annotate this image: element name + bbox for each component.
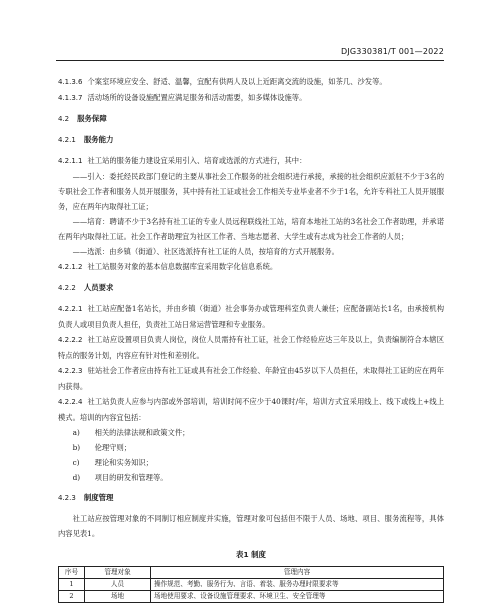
system-table: [58, 566, 444, 603]
clause-number: 4.1.3.7: [58, 94, 83, 102]
training-item-c: [58, 455, 444, 470]
table-header-row: [59, 567, 444, 579]
table-row: [59, 579, 444, 591]
heading-title: 人员要求: [83, 283, 114, 292]
clause-number: 4.2.2.1: [58, 305, 83, 313]
clause-4-2-2-1: [58, 301, 444, 332]
clause-number: 4.2.2.3: [58, 367, 83, 375]
table-cell: 场地: [85, 591, 151, 603]
clause-4-2-2-3: [58, 363, 444, 394]
clause-4-2-1-1: [58, 153, 444, 169]
training-item-a: [58, 425, 444, 440]
table-row: [59, 591, 444, 603]
training-item-d: [58, 470, 444, 485]
training-item-b: [58, 440, 444, 455]
list-marker: c): [72, 458, 80, 467]
clause-text: 社工站应设置项目负责人岗位，岗位人员需持有社工证，社会工作经验应达三年及以上，负责编制符合本辖区特点的服务计划，内容应有针对性和差别化。: [58, 335, 444, 360]
section-heading-4-2-1: [58, 132, 444, 148]
list-marker: b): [72, 443, 81, 452]
table-header-cell: 管理对象: [85, 567, 151, 579]
list-text: 伦理守则；: [94, 443, 132, 452]
paragraph-system-management: 社工站应按管理对象的不同制订相应制度并实施，管理对象可包括但不限于人员、场地、项目、服务流程等，具体内容见表1。: [58, 514, 444, 538]
section-heading-4-2-2: [58, 280, 444, 296]
clause-number: 4.2.1.2: [58, 263, 83, 271]
table-title: 表1 制度: [236, 550, 266, 559]
heading-number: 4.2.2: [58, 284, 76, 292]
document-body: [58, 74, 444, 603]
clause-4-2-2-2: [58, 332, 444, 363]
section-heading-4-2-3: [58, 490, 444, 506]
table-cell: 场地使用要求、设备设施管理要求、环境卫生、安全管理等: [151, 591, 444, 603]
clause-number: 4.2.2.4: [58, 398, 83, 406]
clause-text: 驻站社会工作者应由持有社工证或具有社会工作经验、年龄宜由45岁以下人员担任，未取得社工证的应在两年内获得。: [58, 366, 444, 391]
heading-title: 服务能力: [83, 135, 114, 144]
paragraph-assign: ——选派：由乡镇（街道）、社区选派持有社工证的人员，按培育的方式开展服务。: [72, 247, 339, 256]
table-header-cell: 管理内容: [151, 567, 444, 579]
clause-4-2-2-4: [58, 394, 444, 425]
paragraph-cultivate: ——培育：聘请不少于3名持有社工证的专业人员远程联线社工站，培育本地社工站的3名社会工作者助理，并承诺在两年内取得社工证。社会工作者助理宜为社区工作者、当地志愿者、大学生或有志成为社会工作者的人员；: [58, 217, 444, 241]
table-cell: 2: [59, 591, 85, 603]
clause-text: 社工站负责人应参与内部或外部培训，培训时间不应少于40课时/年，培训方式宜采用线上、线下或线上+线上模式。培训的内容宜包括：: [58, 397, 444, 422]
heading-number: 4.2.1: [58, 136, 76, 144]
clause-text: 社工站服务对象的基本信息数据库宜采用数字化信息系统。: [87, 262, 278, 271]
clause-text: 个案室环境应安全、舒适、温馨，宜配有供两人及以上近距离交流的设施，如茶几、沙发等。: [87, 77, 387, 86]
list-marker: a): [72, 428, 80, 437]
clause-text: 社工站的服务能力建设宜采用引入、培育或选派的方式进行，其中：: [87, 156, 307, 165]
table-cell: 操作规范、考勤、服务行为、言语、着装、服务办理时限要求等: [151, 579, 444, 591]
table-cell: 人员: [85, 579, 151, 591]
clause-4-1-3-7: [58, 90, 444, 106]
list-marker: d): [72, 473, 81, 482]
heading-number: 4.2.3: [58, 494, 76, 502]
clause-4-2-1-2: [58, 259, 444, 275]
list-text: 理论和实务知识；: [94, 458, 153, 467]
clause-number: 4.1.3.6: [58, 78, 83, 86]
header-rule: [56, 60, 444, 61]
list-text: 相关的法律法规和政策文件；: [94, 428, 190, 437]
list-text: 项目的研发和管理等。: [94, 473, 168, 482]
section-heading-4-2: [58, 111, 444, 127]
document-code: DJG330381/T 001—2022: [340, 47, 444, 56]
heading-number: 4.2: [58, 115, 70, 123]
paragraph-introduce: ——引入：委托经民政部门登记的主要从事社会工作服务的社会组织进行承接，承接的社会组织应派驻不少于3名的专职社会工作者和服务人员开展服务，其中持有社工证或社会工作相关专业毕业者不少于1名，允许专科社工人员开展服务，应在两年内取得社工证；: [58, 172, 444, 211]
clause-text: 社工站应配备1名站长，并由乡镇（街道）社会事务办或管理科室负责人兼任；应配备副站长1名，由承接机构负责人或项目负责人担任，负责社工站日常运营管理和专业服务。: [58, 304, 444, 329]
heading-title: 服务保障: [77, 114, 107, 123]
clause-number: 4.2.1.1: [58, 157, 83, 165]
table-header-cell: 序号: [59, 567, 85, 579]
table-cell: 1: [59, 579, 85, 591]
heading-title: 制度管理: [83, 493, 114, 502]
clause-4-1-3-6: [58, 74, 444, 90]
clause-number: 4.2.2.2: [58, 336, 83, 344]
clause-text: 活动场所的设备设施配置应满足服务和活动需要，如多媒体设施等。: [87, 93, 307, 102]
